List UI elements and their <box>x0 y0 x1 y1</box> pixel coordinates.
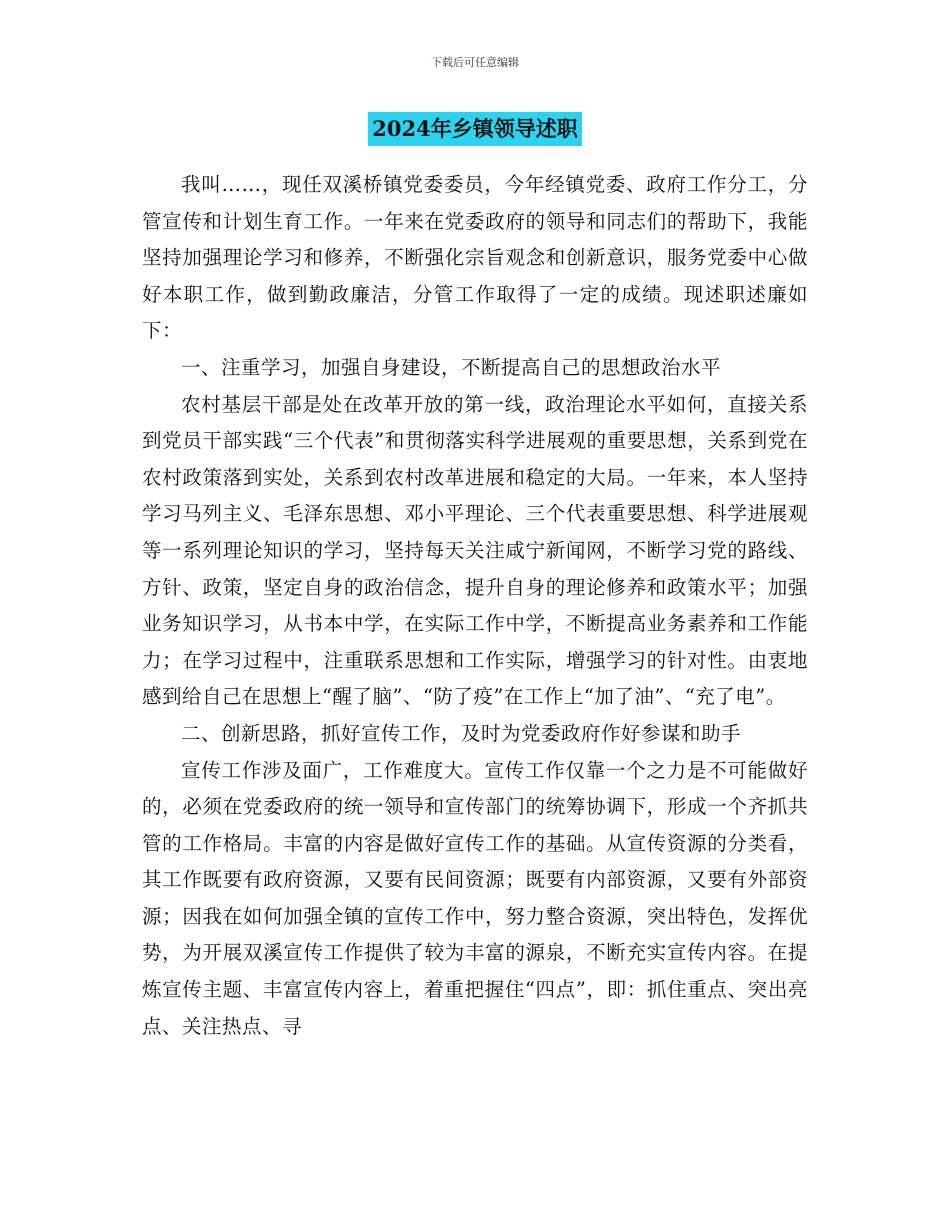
document-title: 2024年乡镇领导述职 <box>368 112 581 146</box>
document-body <box>142 167 808 1045</box>
paragraph-publicity: 宣传工作涉及面广，工作难度大。宣传工作仅靠一个之力是不可能做好的，必须在党委政府的统一领导和宣传部门的统筹协调下，形成一个齐抓共管的工作格局。丰富的内容是做好宣传工作的基础。从宣传资源的分类看，其工作既要有政府资源，又要有民间资源；既要有内部资源，又要有外部资源；因我在如何加强全镇的宣传工作中，努力整合资源，突出特色，发挥优势，为开展双溪宣传工作提供了较为丰富的源泉，不断充实宣传内容。在提炼宣传主题、丰富宣传内容上，着重把握住“四点”，即：抓住重点、突出亮点、关注热点、寻 <box>142 758 808 1038</box>
section-heading-2: 二、创新思路，抓好宣传工作，及时为党委政府作好参谋和助手 <box>181 721 742 745</box>
page-header-note: 下载后可任意编辑 <box>431 56 519 69</box>
paragraph-intro: 我叫……，现任双溪桥镇党委委员，今年经镇党委、政府工作分工，分管宣传和计划生育工作。一年来在党委政府的领导和同志们的帮助下，我能坚持加强理论学习和修养，不断强化宗旨观念和创新意识，服务党委中心做好本职工作，做到勤政廉洁，分管工作取得了一定的成绩。现述职述廉如下： <box>142 173 808 343</box>
title-container <box>0 112 950 146</box>
section-heading-1: 一、注重学习，加强自身建设，不断提高自己的思想政治水平 <box>181 355 722 379</box>
paragraph-study: 农村基层干部是处在改革开放的第一线，政治理论水平如何，直接关系到党员干部实践“三个代表”和贯彻落实科学进展观的重要思想，关系到党在农村政策落到实处，关系到农村改革进展和稳定的大局。一年来，本人坚持学习马列主义、毛泽东思想、邓小平理论、三个代表重要思想、科学进展观等一系列理论知识的学习，坚持每天关注咸宁新闻网，不断学习党的路线、方针、政策，坚定自身的政治信念，提升自身的理论修养和政策水平；加强业务知识学习，从书本中学，在实际工作中学，不断提高业务素养和工作能力；在学习过程中，注重联系思想和工作实际，增强学习的针对性。由衷地感到给自己在思想上“醒了脑”、“防了疫”在工作上“加了油”、“充了电”。 <box>142 392 808 709</box>
